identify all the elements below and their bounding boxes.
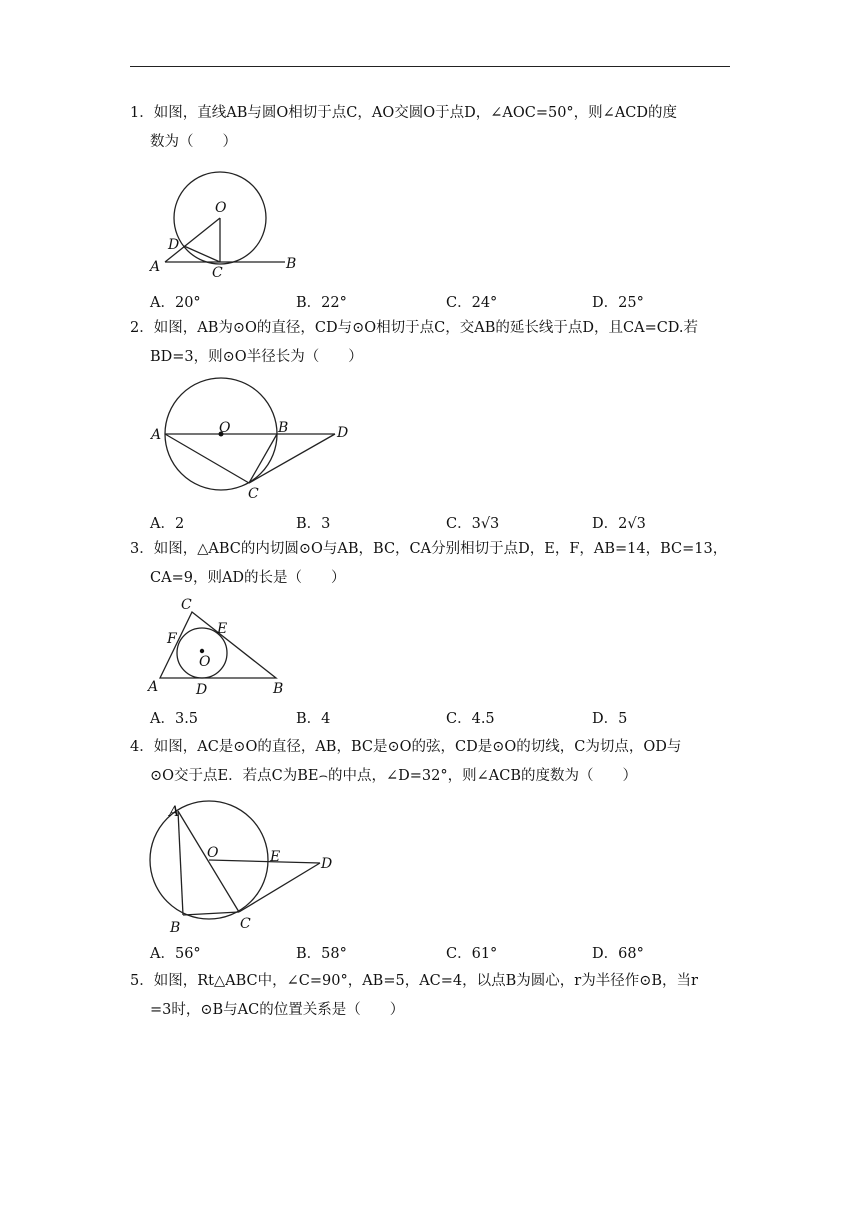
q4-line-cd [239, 863, 320, 912]
q3-option-d: D．5 [592, 711, 628, 727]
question-5 [130, 967, 734, 1025]
q4-line-ac [178, 811, 239, 912]
q4-option-c: C．61° [446, 946, 498, 962]
q2-label-o: O [219, 420, 231, 436]
question-3-text-line1: 如图，△ABC的内切圆⊙O与AB，BC，CA分别相切于点D，E，F，AB=14，BC=13， [153, 541, 728, 557]
question-1 [130, 99, 734, 157]
q3-label-b: B [273, 681, 284, 697]
question-5-text-line1: 如图，Rt△ABC中，∠C=90°，AB=5，AC=4，以点B为圆心，r为半径作⊙B，当r [153, 973, 698, 989]
q1-label-a: A [150, 259, 161, 275]
question-4 [130, 733, 734, 791]
q1-label-d: D [168, 237, 180, 253]
question-4-options [150, 942, 710, 962]
q3-option-c: C．4.5 [446, 711, 495, 727]
q2-line-ac [165, 434, 249, 483]
header-rule [130, 66, 730, 67]
q2-label-b: B [278, 420, 289, 436]
question-3-text-line2: CA=9，则AD的长是（ ） [150, 570, 346, 586]
q4-line-od [209, 860, 320, 863]
question-4-figure [145, 804, 345, 936]
q1-line-dc [184, 246, 220, 262]
question-2-options [150, 512, 710, 532]
q4-option-d: D．68° [592, 946, 644, 962]
q1-label-o: O [215, 200, 227, 216]
q2-option-c: C．3√3 [446, 516, 500, 532]
q4-label-d: D [321, 856, 333, 872]
question-2-text-line2: BD=3，则⊙O半径长为（ ） [150, 349, 363, 365]
question-1-text-line1: 如图，直线AB与圆O相切于点C，AO交圆O于点D，∠AOC=50°，则∠ACD的度 [153, 105, 678, 121]
q3-label-f: F [167, 631, 177, 647]
q2-label-d: D [337, 425, 349, 441]
q1-option-a: A．20° [150, 295, 201, 311]
q4-option-a: A．56° [150, 946, 201, 962]
q4-label-c: C [240, 916, 251, 932]
q3-label-c: C [181, 597, 192, 613]
question-5-number: 5． [130, 973, 154, 989]
q3-label-e: E [217, 621, 228, 637]
q1-option-c: C．24° [446, 295, 498, 311]
q3-center-dot [200, 649, 204, 653]
question-2-number: 2． [130, 320, 154, 336]
q3-option-b: B．4 [296, 711, 331, 727]
q1-option-b: B．22° [296, 295, 347, 311]
q3-label-d: D [196, 682, 208, 698]
q1-label-c: C [212, 265, 223, 281]
q3-option-a: A．3.5 [150, 711, 199, 727]
q4-label-a: A [169, 804, 180, 820]
question-1-text-line2: 数为（ ） [150, 134, 237, 150]
q2-option-b: B．3 [296, 516, 331, 532]
q4-label-o: O [207, 845, 219, 861]
question-5-text-line2: =3时，⊙B与AC的位置关系是（ ） [150, 1002, 405, 1018]
q3-label-a: A [148, 679, 159, 695]
q3-label-o: O [199, 654, 211, 670]
q4-label-b: B [170, 920, 181, 936]
q1-label-b: B [286, 256, 297, 272]
q2-label-c: C [248, 486, 259, 502]
question-4-text-line1: 如图，AC是⊙O的直径，AB，BC是⊙O的弦，CD是⊙O的切线，C为切点，OD与 [153, 739, 682, 755]
question-1-figure [140, 160, 320, 285]
question-3-figure [145, 596, 295, 698]
question-1-number: 1． [130, 105, 154, 121]
question-3-number: 3． [130, 541, 154, 557]
question-1-options [150, 291, 710, 311]
question-2-text-line1: 如图，AB为⊙O的直径，CD与⊙O相切于点C，交AB的延长线于点D，且CA=CD.若 [153, 320, 699, 336]
q4-label-e: E [270, 849, 281, 865]
q1-option-d: D．25° [592, 295, 644, 311]
q2-line-cd [249, 434, 335, 483]
question-2 [130, 314, 734, 372]
q2-option-d: D．2√3 [592, 516, 646, 532]
question-3 [130, 535, 734, 593]
question-4-number: 4． [130, 739, 154, 755]
q2-option-a: A．2 [150, 516, 185, 532]
q4-option-b: B．58° [296, 946, 347, 962]
question-2-figure [145, 375, 365, 505]
q4-line-ab [178, 811, 183, 915]
q2-label-a: A [151, 427, 162, 443]
question-3-options [150, 707, 710, 727]
question-4-text-line2: ⊙O交于点E．若点C为BE⌢的中点，∠D=32°，则∠ACB的度数为（ ） [150, 768, 637, 784]
